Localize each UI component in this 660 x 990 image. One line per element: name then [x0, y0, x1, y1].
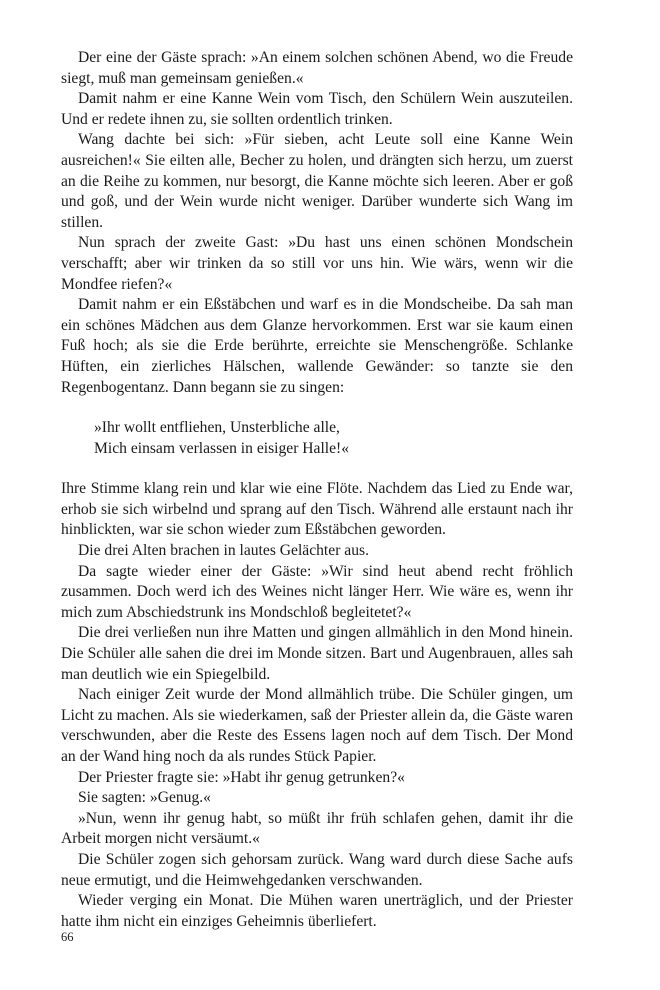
verse-block	[94, 418, 573, 459]
paragraph: Die Schüler zogen sich gehorsam zurück. Wang ward durch diese Sache aufs neue ermutigt, und die Heimwehgedanken verschwanden.	[61, 850, 573, 889]
paragraph: Damit nahm er eine Kanne Wein vom Tisch, den Schülern Wein auszuteilen. Und er redete ihnen zu, sie sollten ordentlich trinken.	[61, 90, 573, 128]
paragraph: Die drei verließen nun ihre Matten und gingen allmählich in den Mond hinein. Die Schüler alle sahen die drei im Monde sitzen. Bart und Augenbrauen, alles sah man deutlich wie ein Spiegelbild.	[61, 624, 573, 683]
verse-line: Mich einsam verlassen in eisiger Halle!«	[94, 439, 350, 457]
paragraph: Da sagte wieder einer der Gäste: »Wir sind heut abend recht fröhlich zusammen. Doch werd ich des Weines nicht länger Herr. Wie wäre es, wenn ihr mich zum Abschiedstrunk ins Mondschloß begleitetet?«	[61, 562, 573, 621]
paragraph: Der Priester fragte sie: »Habt ihr genug getrunken?«	[78, 768, 405, 786]
paragraph: Der eine der Gäste sprach: »An einem solchen schönen Abend, wo die Freude siegt, muß man gemeinsam genießen.«	[61, 49, 573, 87]
paragraph: Ihre Stimme klang rein und klar wie eine Flöte. Nachdem das Lied zu Ende war, erhob sie sich wirbelnd und sprang auf den Tisch. Während alle erstaunt nach ihr hinblickten, war sie schon wieder zum Eßstäbchen geworden.	[61, 480, 573, 539]
verse-line: »Ihr wollt entfliehen, Unsterbliche alle,	[94, 419, 340, 437]
page-number: 66	[61, 930, 74, 944]
paragraph: »Nun, wenn ihr genug habt, so müßt ihr früh schlafen gehen, damit ihr die Arbeit morgen nicht versäumt.«	[61, 809, 573, 848]
paragraph: Damit nahm er ein Eßstäbchen und warf es in die Mondscheibe. Da sah man ein schönes Mädchen aus dem Glanze hervorkommen. Erst war sie kaum einen Fuß hoch; als sie die Erde berührte, erreichte sie Menschengröße. Schlanke Hüften, ein zierliches Hälschen, wallende Gewänder: so tanzte sie den Regenbogentanz. Dann begann sie zu singen:	[61, 296, 573, 396]
paragraph: Sie sagten: »Genug.«	[78, 789, 211, 807]
paragraph: Wieder verging ein Monat. Die Mühen waren unerträglich, und der Priester hatte ihm nicht ein einziges Geheimnis überliefert.	[61, 892, 573, 930]
page-body	[61, 48, 573, 932]
paragraph: Die drei Alten brachen in lautes Gelächter aus.	[78, 542, 369, 560]
paragraph: Nach einiger Zeit wurde der Mond allmählich trübe. Die Schüler gingen, um Licht zu machen. Als sie wiederkamen, saß der Priester allein da, die Gäste waren verschwunden, aber die Reste des Essens lagen noch auf dem Tisch. Der Mond an der Wand hing noch da als rundes Stück Papier.	[61, 686, 573, 765]
paragraph: Nun sprach der zweite Gast: »Du hast uns einen schönen Mondschein verschafft; aber wir trinken da so still vor uns hin. Wie wärs, wenn wir die Mondfee riefen?«	[61, 234, 573, 293]
paragraph: Wang dachte bei sich: »Für sieben, acht Leute soll eine Kanne Wein ausreichen!« Sie eilten alle, Becher zu holen, und drängten sich herzu, um zuerst an die Reihe zu kommen, nur besorgt, die Kanne möchte sich leeren. Aber er goß und goß, und der Wein wurde nicht weniger. Darüber wunderte sich Wang im stillen.	[61, 131, 573, 231]
